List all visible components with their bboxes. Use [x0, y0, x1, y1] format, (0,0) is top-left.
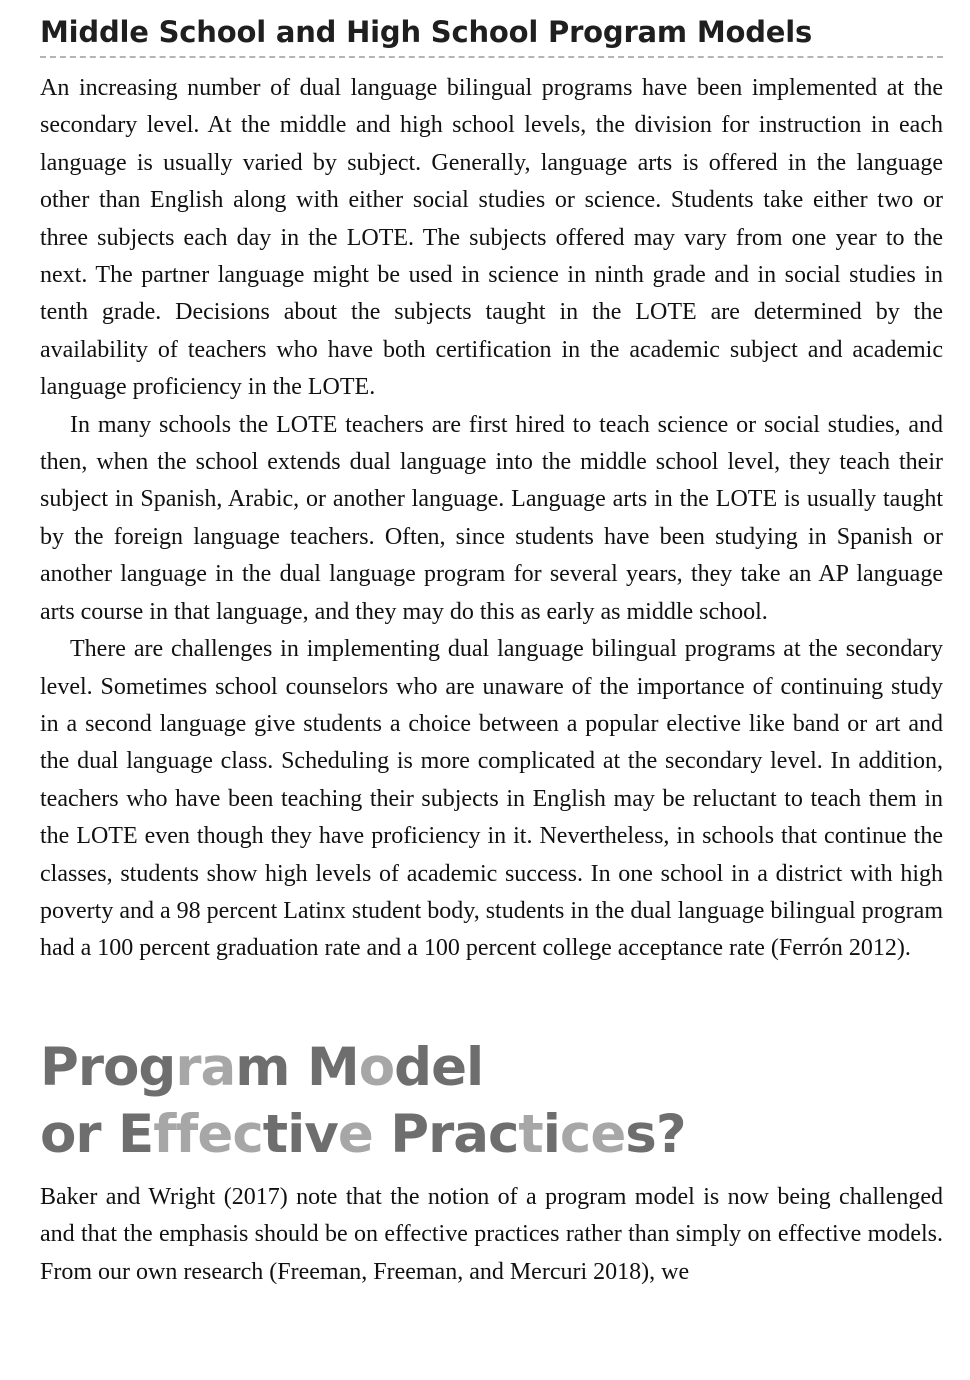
- feature-heading-line-2-text: or Effective Practices?: [40, 1103, 686, 1165]
- feature-paragraph: Baker and Wright (2017) note that the notion of a program model is now being challenged and that the emphasis should be on effective practices rather than simply on effective models. From our own research (Freeman, Freeman, and Mercuri 2018), we: [40, 1183, 943, 1285]
- paragraph-1: An increasing number of dual language bilingual programs have been implemented at the secondary level. At the middle and high school levels, the division for instruction in each language is usually varied by subject. Generally, language arts is offered in the language other than English along with either social studies or science. Students take either two or three subjects each day in the LOTE. The subjects offered may vary from one year to the next. The partner language might be used in science in ninth grade and in social studies in tenth grade. Decisions about the subjects taught in the LOTE are determined by the availability of teachers who have both certification in the academic subject and academic language proficiency in the LOTE.: [40, 75, 943, 401]
- feature-heading-line-1: [40, 1034, 943, 1101]
- section-heading: Middle School and High School Program Models: [40, 15, 813, 49]
- paragraph-3: There are challenges in implementing dual language bilingual programs at the secondary level. Sometimes school counselors who are unaware of the importance of continuing study in a second language give students a choice between a popular elective like band or art and the dual language class. Scheduling is more complicated at the secondary level. In addition, teachers who have been teaching their subjects in English may be reluctant to teach them in the LOTE even though they have proficiency in it. Nevertheless, in schools that continue the classes, students show high levels of academic success. In one school in a district with high poverty and a 98 percent Latinx student body, students in the dual language bilingual program had a 100 percent graduation rate and a 100 percent college acceptance rate (Ferrón 2012).: [40, 636, 943, 962]
- feature-heading: [40, 1034, 943, 1168]
- page-content: [40, 0, 943, 1291]
- dashed-divider: [40, 56, 943, 58]
- paragraph-2: In many schools the LOTE teachers are first hired to teach science or social studies, and then, when the school extends dual language into the middle school level, they teach their subject in Spanish, Arabic, or another language. Language arts in the LOTE is usually taught by the foreign language teachers. Often, since students have been studying in Spanish or another language in the dual language program for several years, they take an AP language arts course in that language, and they may do this as early as middle school.: [40, 411, 943, 625]
- feature-heading-line-2: [40, 1101, 943, 1168]
- feature-heading-line-1-text: Program Model: [40, 1036, 484, 1098]
